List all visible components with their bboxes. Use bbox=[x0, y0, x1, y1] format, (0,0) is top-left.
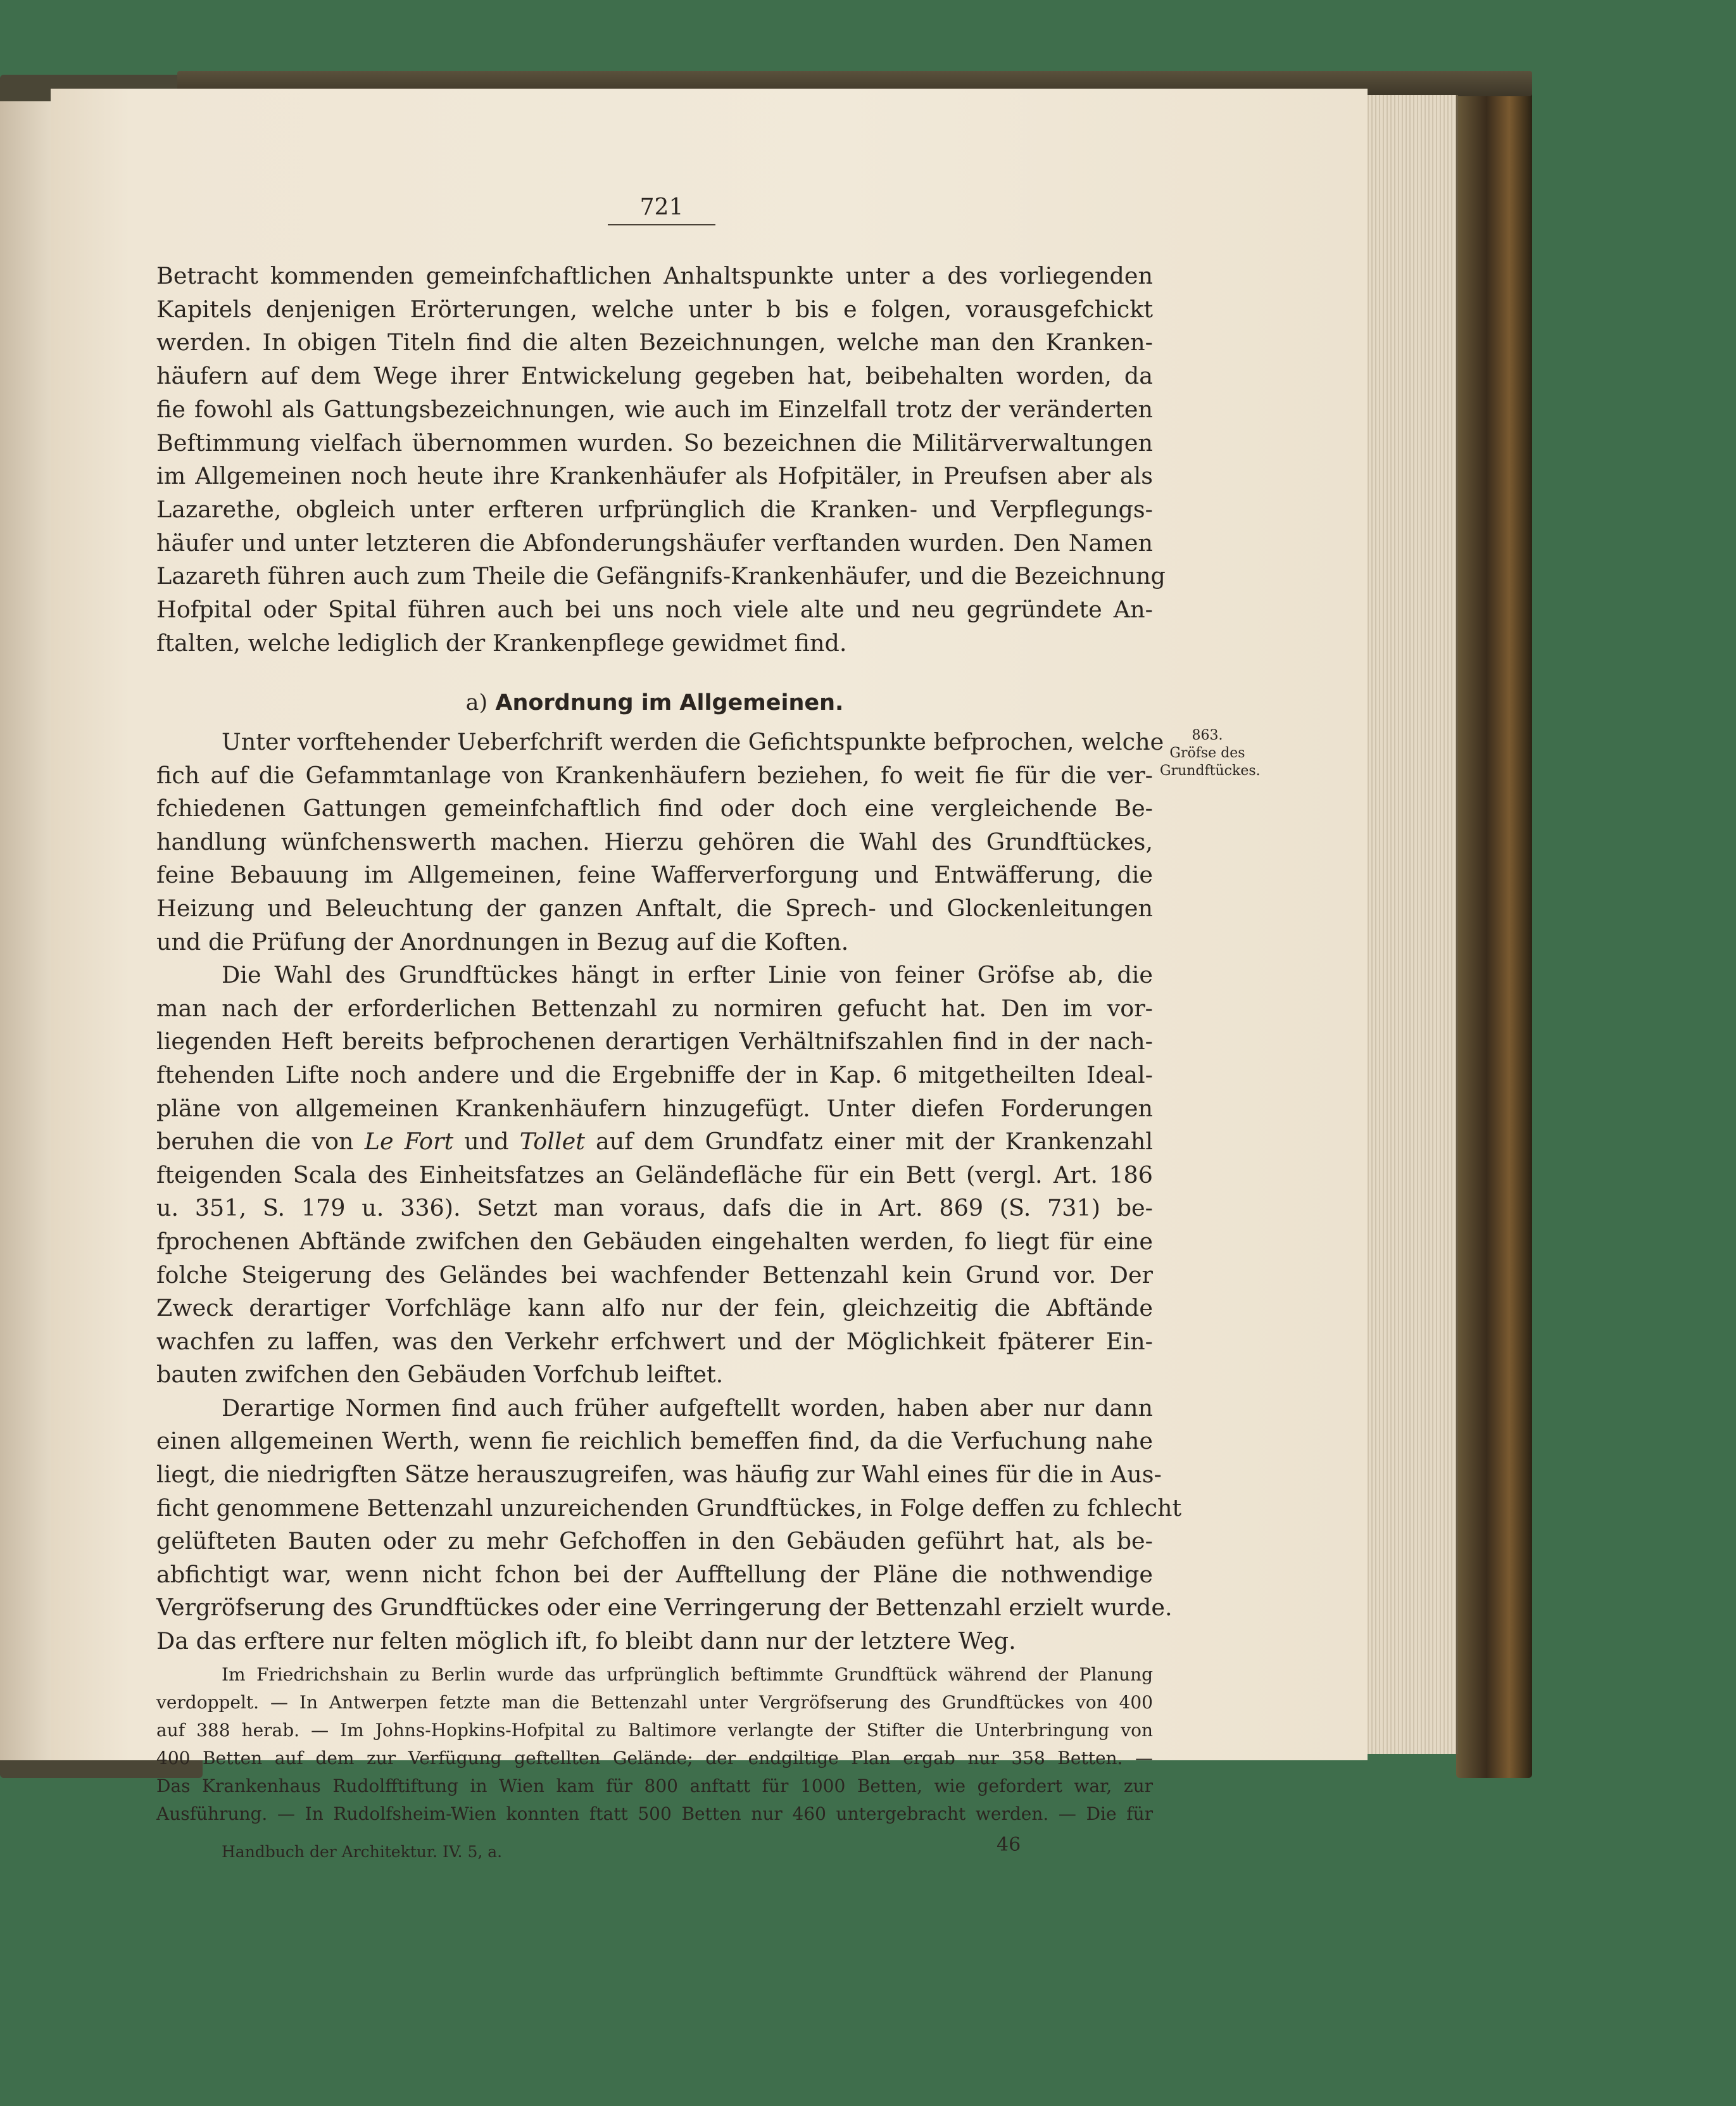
section-title: Anordnung im Allgemeinen. bbox=[495, 690, 844, 716]
footnote-line: Im Friedrichshain zu Berlin wurde das urfprünglich beftimmte Grundftück während der Planung bbox=[222, 1664, 1153, 1685]
text-line: pläne von allgemeinen Krankenhäufern hinzugefügt. Unter diefen Forderungen bbox=[156, 1094, 1153, 1122]
text-run: auf dem Grundfatz einer mit der Krankenzahl bbox=[584, 1128, 1153, 1156]
text-run: beruhen die von bbox=[156, 1128, 365, 1156]
footnote-line: Ausführung. — In Rudolfsheim-Wien konnten ftatt 500 Betten nur 460 untergebracht werden. — Die für bbox=[156, 1803, 1153, 1824]
margin-note bbox=[1160, 727, 1261, 780]
text-line-mixed bbox=[156, 1125, 1153, 1159]
text-line: ftalten, welche lediglich der Krankenpflege gewidmet find. bbox=[156, 629, 847, 657]
text-line: gelüfteten Bauten oder zu mehr Gefchoffen in den Gebäuden geführt hat, als be- bbox=[156, 1527, 1153, 1555]
signature-line: Handbuch der Architektur. IV. 5, a. bbox=[222, 1843, 503, 1861]
text-line: Vergröfserung des Grundftückes oder eine Verringerung der Bettenzahl erzielt wurde. bbox=[156, 1594, 1173, 1622]
text-line: Lazarethe, obgleich unter erfteren urfprünglich die Kranken- und Verpflegungs- bbox=[156, 495, 1153, 523]
text-line: fprochenen Abftände zwifchen den Gebäuden eingehalten werden, fo liegt für eine bbox=[156, 1227, 1153, 1255]
text-line: man nach der erforderlichen Bettenzahl zu normiren gefucht hat. Den im vor- bbox=[156, 994, 1153, 1022]
text-line: im Allgemeinen noch heute ihre Krankenhäufer als Hofpitäler, in Preufsen aber als bbox=[156, 462, 1153, 490]
text-line: wachfen zu laffen, was den Verkehr erfchwert und der Möglichkeit fpäterer Ein- bbox=[156, 1327, 1153, 1355]
book-cover-right bbox=[1456, 75, 1532, 1778]
footnote-line: Das Krankenhaus Rudolfftiftung in Wien kam für 800 anftatt für 1000 Betten, wie gefordert war, zur bbox=[156, 1775, 1153, 1796]
text-run: und bbox=[453, 1128, 520, 1156]
text-line: Lazareth führen auch zum Theile die Gefängnifs-Krankenhäufer, und die Bezeichnung bbox=[156, 562, 1166, 590]
text-line: fchiedenen Gattungen gemeinfchaftlich find oder doch eine vergleichende Be- bbox=[156, 795, 1153, 823]
text-line: werden. In obigen Titeln find die alten Bezeichnungen, welche man den Kranken- bbox=[156, 329, 1153, 356]
text-line: häufern auf dem Wege ihrer Entwickelung gegeben hat, beibehalten worden, da bbox=[156, 362, 1153, 390]
text-line: fteigenden Scala des Einheitsfatzes an Geländefläche für ein Bett (vergl. Art. 186 bbox=[156, 1161, 1153, 1189]
text-line: Zweck derartiger Vorfchläge kann alfo nur der fein, gleichzeitig die Abftände bbox=[156, 1294, 1153, 1322]
text-line: liegt, die niedrigften Sätze herauszugreifen, was häufig zur Wahl eines für die in Aus- bbox=[156, 1461, 1162, 1489]
text-line: Die Wahl des Grundftückes hängt in erfter Linie von feiner Gröfse ab, die bbox=[222, 961, 1153, 989]
footnote-line: 400 Betten auf dem zur Verfügung geftellten Gelände; der endgiltige Plan ergab nur 358 Betten. — bbox=[156, 1748, 1153, 1769]
footnote-line: auf 388 herab. — Im Johns-Hopkins-Hofpital zu Baltimore verlangte der Stifter die Unterbringung von bbox=[156, 1720, 1153, 1741]
text-line: fich auf die Gefammtanlage von Krankenhäufern beziehen, fo weit fie für die ver- bbox=[156, 761, 1153, 789]
text-line: folche Steigerung des Geländes bei wachfender Bettenzahl kein Grund vor. Der bbox=[156, 1261, 1153, 1289]
text-line: u. 351, S. 179 u. 336). Setzt man voraus, dafs die in Art. 869 (S. 731) be- bbox=[156, 1194, 1153, 1222]
text-line: Heizung und Beleuchtung der ganzen Anftalt, die Sprech- und Glockenleitungen bbox=[156, 894, 1153, 922]
text-line: ficht genommene Bettenzahl unzureichenden Grundftückes, in Folge deffen zu fchlecht bbox=[156, 1494, 1182, 1522]
section-number: a) bbox=[465, 690, 488, 716]
page-number: 721 bbox=[608, 191, 715, 225]
paragraph-intro bbox=[156, 260, 1166, 660]
text-line: ftehenden Lifte noch andere und die Ergebniffe der in Kap. 6 mitgetheilten Ideal- bbox=[156, 1061, 1153, 1088]
text-line: handlung wünfchenswerth machen. Hierzu gehören die Wahl des Grundftückes, bbox=[156, 828, 1153, 855]
author-name: Tollet bbox=[519, 1128, 585, 1156]
text-line: Kapitels denjenigen Erörterungen, welche unter b bis e folgen, vorausgefchickt bbox=[156, 295, 1153, 323]
text-line: Hofpital oder Spital führen auch bei uns noch viele alte und neu gegründete An- bbox=[156, 596, 1153, 624]
footnote bbox=[156, 1661, 1153, 1828]
text-line: Beftimmung vielfach übernommen wurden. So bezeichnen die Militärverwaltungen bbox=[156, 429, 1153, 457]
text-line: einen allgemeinen Werth, wenn fie reichlich bemeffen find, da die Verfuchung nahe bbox=[156, 1427, 1153, 1455]
text-line: Da das erftere nur felten möglich ift, fo bleibt dann nur der letztere Weg. bbox=[156, 1627, 1016, 1655]
page-block-edges bbox=[1361, 95, 1458, 1754]
footnote-line: verdoppelt. — In Antwerpen fetzte man die Bettenzahl unter Vergröfserung des Grundftückes von 400 bbox=[156, 1692, 1153, 1713]
section-heading bbox=[156, 687, 1153, 719]
text-line: bauten zwifchen den Gebäuden Vorfchub leiftet. bbox=[156, 1361, 724, 1389]
text-line: Unter vorftehender Ueberfchrift werden die Gefichtspunkte befprochen, welche bbox=[222, 728, 1164, 755]
text-line: häufer und unter letzteren die Abfonderungshäufer verftanden wurden. Den Namen bbox=[156, 529, 1153, 557]
text-line: feine Bebauung im Allgemeinen, feine Wafferverforgung und Entwäfferung, die bbox=[156, 861, 1153, 889]
text-line: Betracht kommenden gemeinfchaftlichen Anhaltspunkte unter a des vorliegenden bbox=[156, 262, 1153, 289]
section-body bbox=[156, 726, 1182, 1658]
margin-note-line: Grundftückes. bbox=[1160, 763, 1261, 779]
margin-note-line: Gröfse des bbox=[1169, 745, 1245, 761]
text-line: Derartige Normen find auch früher aufgeftellt worden, haben aber nur dann bbox=[222, 1394, 1153, 1422]
text-line: liegenden Heft bereits befprochenen derartigen Verhältnifszahlen find in der nach- bbox=[156, 1028, 1153, 1056]
author-name: Le Fort bbox=[364, 1128, 454, 1156]
text-line: fie fowohl als Gattungsbezeichnungen, wie auch im Einzelfall trotz der veränderten bbox=[156, 395, 1153, 423]
text-line: und die Prüfung der Anordnungen in Bezug auf die Koften. bbox=[156, 928, 849, 955]
signature-number: 46 bbox=[997, 1834, 1021, 1856]
text-line: abfichtigt war, wenn nicht fchon bei der Aufftellung der Pläne die nothwendige bbox=[156, 1560, 1153, 1588]
margin-note-number: 863. bbox=[1192, 728, 1223, 743]
